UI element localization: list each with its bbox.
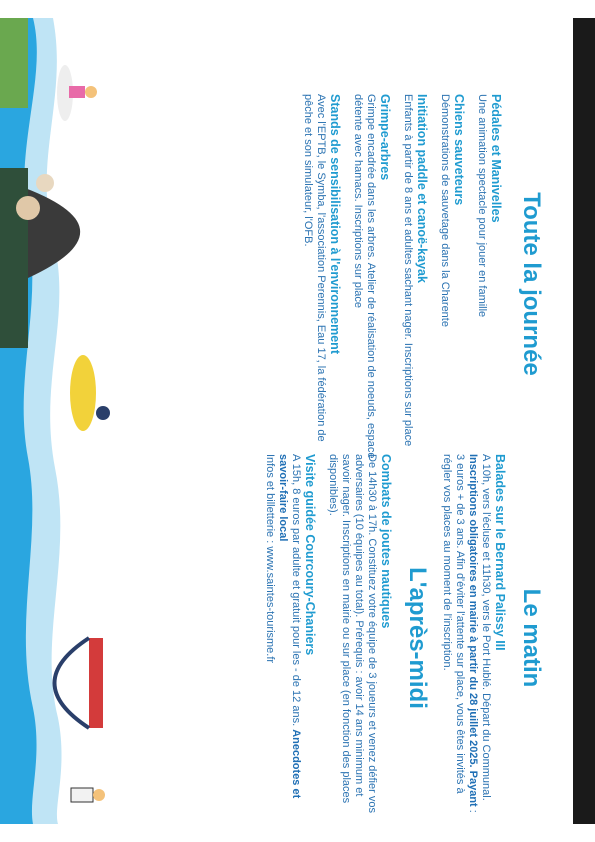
body-paddle: Enfants à partir de 8 ans et adultes sachant nager. Inscriptions sur place bbox=[402, 94, 414, 447]
visite-anecdotes: Anecdotes et savoir-faire local bbox=[277, 454, 302, 799]
title-chiens: Chiens sauveteurs bbox=[452, 94, 466, 206]
paddler-body bbox=[69, 86, 85, 98]
title-paddle: Initiation paddle et canoë-kayak bbox=[415, 94, 429, 283]
body-balades bbox=[440, 454, 492, 822]
column-matin-apres-midi bbox=[254, 454, 545, 822]
title-joutes: Combats de joutes nautiques bbox=[379, 454, 393, 629]
visitor-head bbox=[93, 789, 105, 801]
grass-bank bbox=[0, 18, 28, 108]
title-grimpe: Grimpe-arbres bbox=[378, 94, 392, 181]
visite-tarif: A 15h, 8 euros par adulte et gratuit pour les - de 12 ans. bbox=[290, 454, 302, 730]
visitor-figure bbox=[71, 788, 93, 802]
balades-depart: Départ du Communal. bbox=[480, 693, 492, 801]
body-pedales: Une animation spectacle pour jouer en famille bbox=[476, 94, 488, 318]
paddler-head bbox=[85, 86, 97, 98]
body-grimpe: Grimpe encadrée dans les arbres. Atelier de réalisation de noeuds, espace détente avec hamacs. Inscriptions sur place bbox=[352, 94, 377, 459]
heading-toute-la-journee: Toute la journée bbox=[518, 192, 545, 376]
red-bridge bbox=[89, 638, 103, 728]
rotated-flyer-content bbox=[0, 18, 573, 824]
body-joutes: De 14h30 à 17h. Constituez votre équipe de 3 joueurs et venez défier vos adversaires (10 équipes au total). Prérequis : avoir 14 ans minimum et savoir nager. Inscriptions en mairie ou sur place (en fonction des places disponibles). bbox=[327, 454, 378, 813]
river-trees-band bbox=[0, 168, 28, 348]
title-pedales: Pédales et Manivelles bbox=[489, 94, 503, 223]
balades-tarif: : 3 euros + de 3 ans. Afin d'éviter l'attente sur place, vous êtes invités à régler vos places au moment de l'inscription. bbox=[441, 454, 479, 813]
heading-le-matin: Le matin bbox=[518, 588, 545, 688]
visite-billetterie: Infos et billetterie : www.saintes-tourisme.fr bbox=[264, 454, 276, 664]
yellow-canoe bbox=[70, 355, 96, 431]
body-visite bbox=[263, 454, 302, 822]
dog-body bbox=[16, 196, 40, 220]
body-stands: Avec l'EPTB, le Symba, l'association Perennis, Eau 17, la fédération de pêche et son simulateur, l'OFB. bbox=[302, 94, 327, 442]
title-visite: Visite guidée Courcoury-Chaniers bbox=[303, 454, 317, 656]
balades-inscriptions: Inscriptions obligatoires en mairie à partir du 28 juillet 2025. Payant bbox=[467, 454, 479, 807]
title-balades: Balades sur le Bernard Palissy III bbox=[493, 454, 507, 651]
column-toute-la-journee bbox=[292, 94, 545, 474]
dog-head bbox=[36, 174, 54, 192]
title-stands: Stands de sensibilisation à l'environnement bbox=[328, 94, 342, 354]
balades-line1: A 10h, vers l'écluse et 11h30, vers le Port Hublé. bbox=[480, 454, 492, 691]
canoe-paddler bbox=[96, 406, 110, 420]
bridge-arch bbox=[55, 638, 90, 728]
scan-edge-bar bbox=[573, 18, 595, 824]
heading-apres-midi: L'après-midi bbox=[404, 567, 431, 709]
body-chiens: Démonstrations de sauvetage dans la Charente bbox=[439, 94, 451, 327]
